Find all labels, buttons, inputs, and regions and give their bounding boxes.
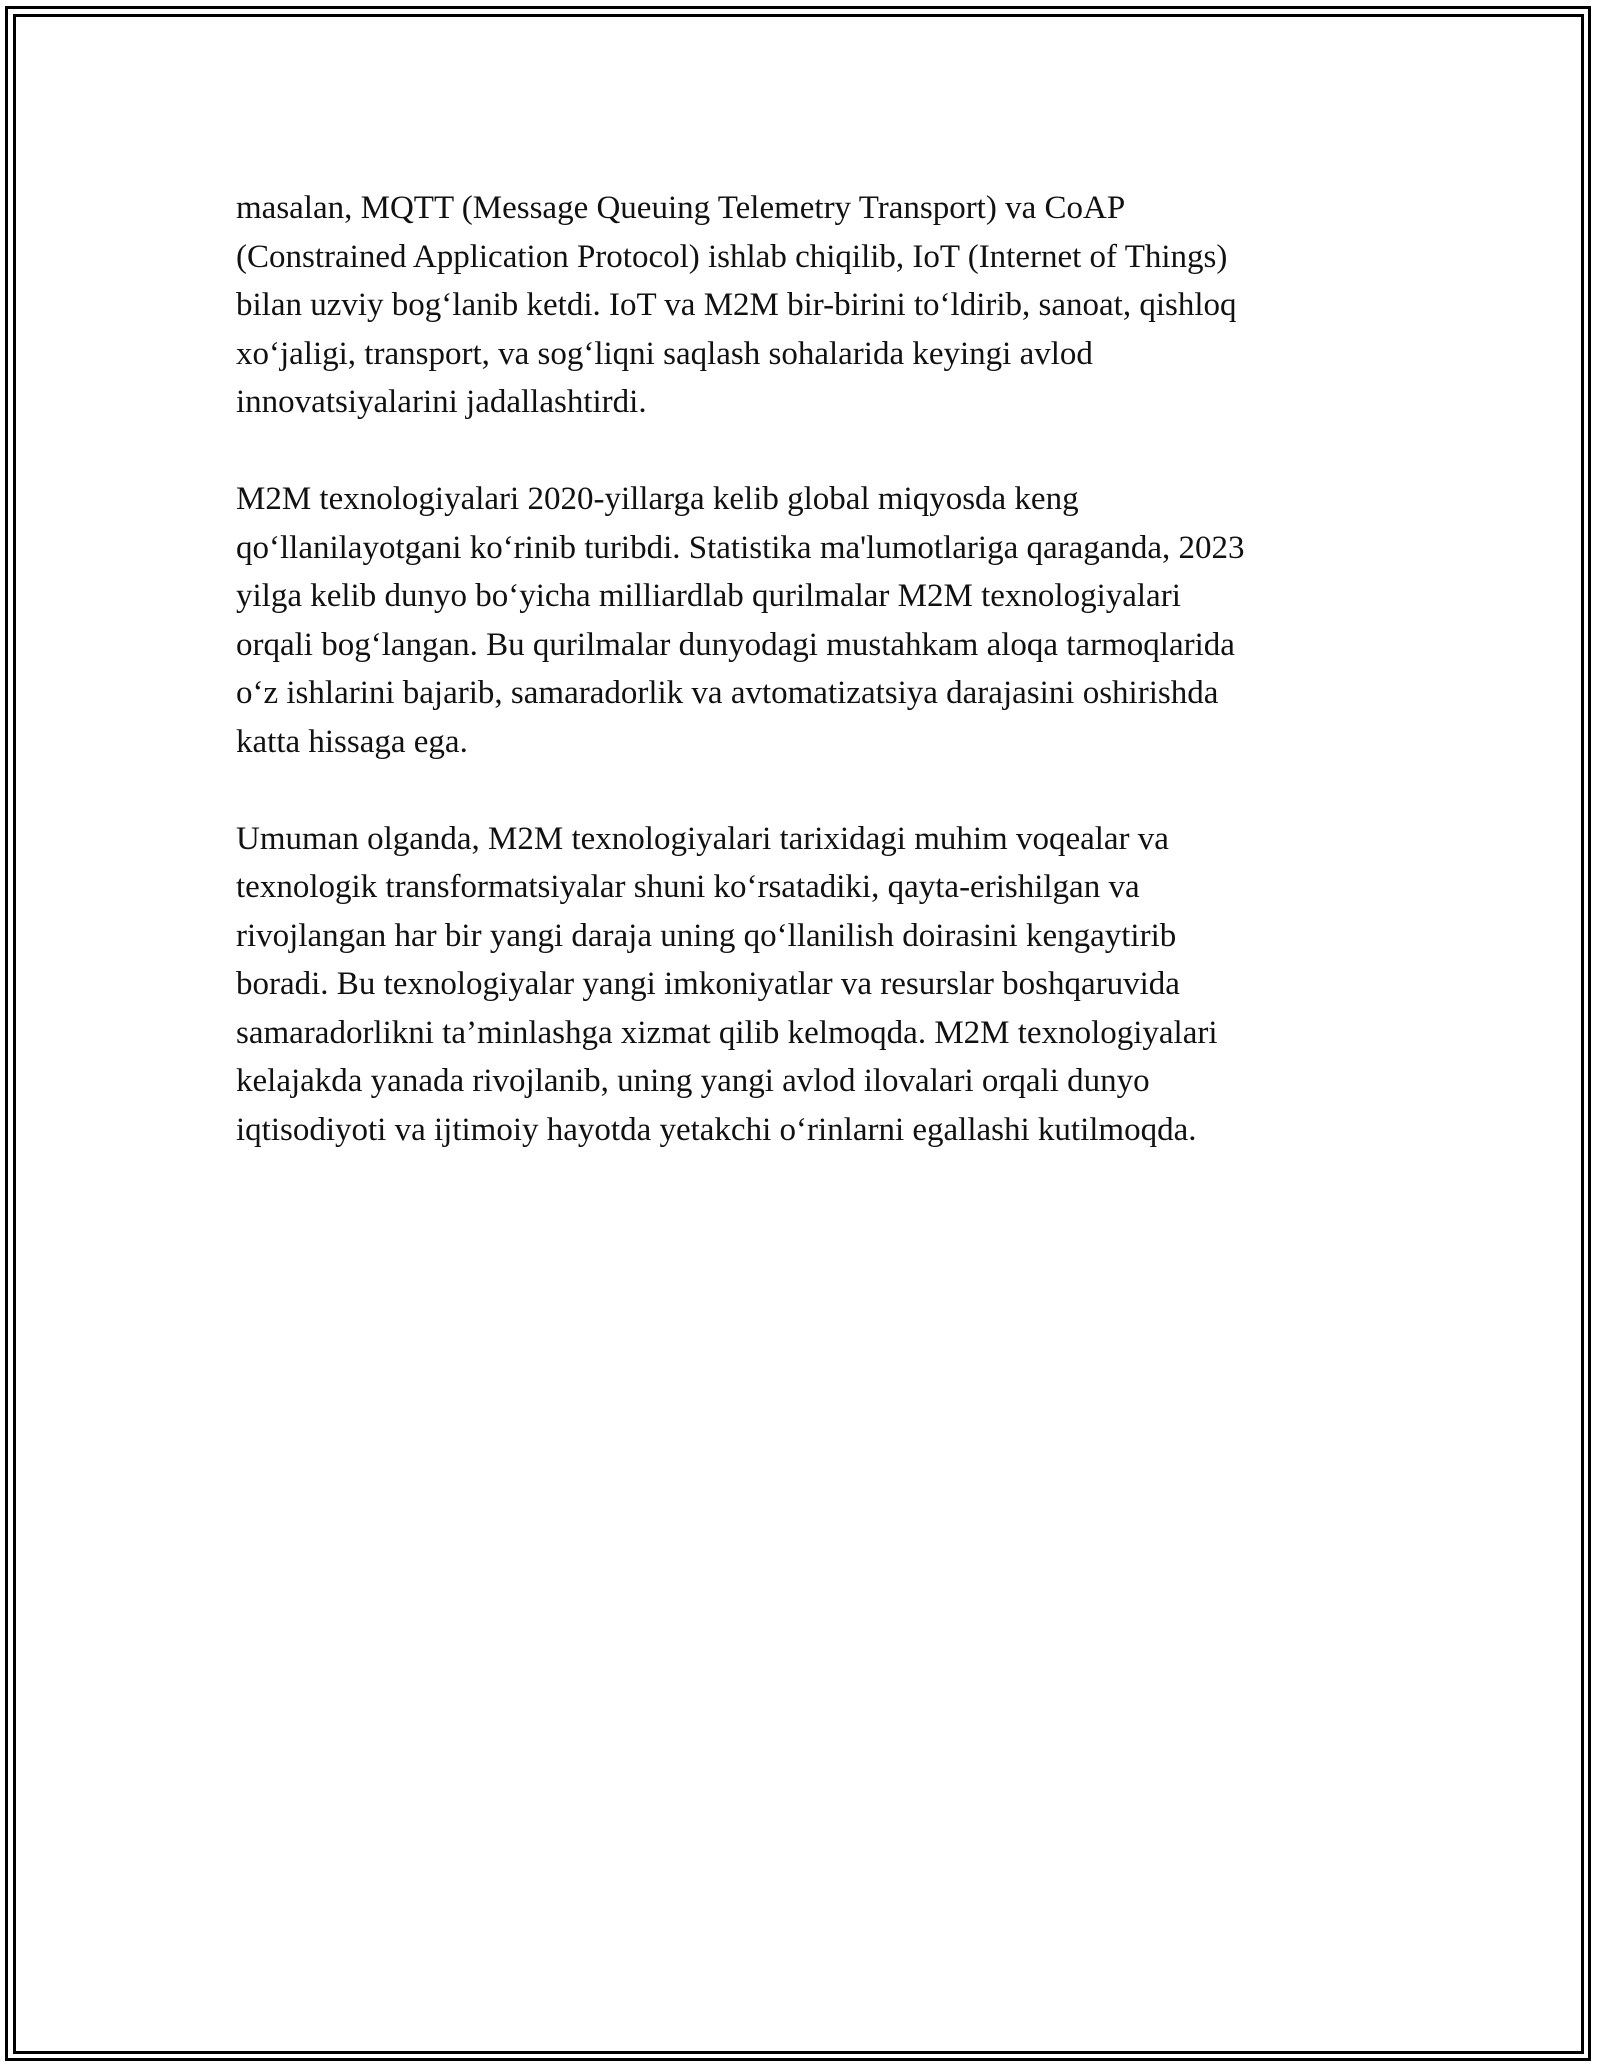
document-body — [236, 184, 1366, 1203]
paragraph-1: masalan, MQTT (Message Queuing Telemetry Transport) va CoAP (Constrained Application Protocol) ishlab chiqilib, IoT (Internet of Things) bilan uzviy bog‘lanib ketdi. IoT va M2M bir-birini to‘ldirib, sanoat, qishloq xo‘jaligi, transport, va sog‘liqni saqlash sohalarida keyingi avlod innovatsiyalarini jadallashtirdi. — [236, 190, 1237, 420]
paragraph-2: M2M texnologiyalari 2020-yillarga kelib global miqyosda keng qo‘llanilayotgani ko‘rinib turibdi. Statistika ma'lumotlariga qaraganda, 2023 yilga kelib dunyo bo‘yicha milliardlab qurilmalar M2M texnologiyalari orqali bog‘langan. Bu qurilmalar dunyodagi mustahkam aloqa tarmoqlarida o‘z ishlarini bajarib, samaradorlik va avtomatizatsiya darajasini oshirishda katta hissaga ega. — [236, 481, 1245, 760]
paragraph-3: Umuman olganda, M2M texnologiyalari tarixidagi muhim voqealar va texnologik transformatsiyalar shuni ko‘rsatadiki, qayta-erishilgan va rivojlangan har bir yangi daraja uning qo‘llanilish doirasini kengaytirib boradi. Bu texnologiyalar yangi imkoniyatlar va resurslar boshqaruvida samaradorlikni ta’minlashga xizmat qilib kelmoqda. M2M texnologiyalari kelajakda yanada rivojlanib, uning yangi avlod ilovalari orqali dunyo iqtisodiyoti va ijtimoiy hayotda yetakchi o‘rinlarni egallashi kutilmoqda. — [236, 820, 1218, 1148]
